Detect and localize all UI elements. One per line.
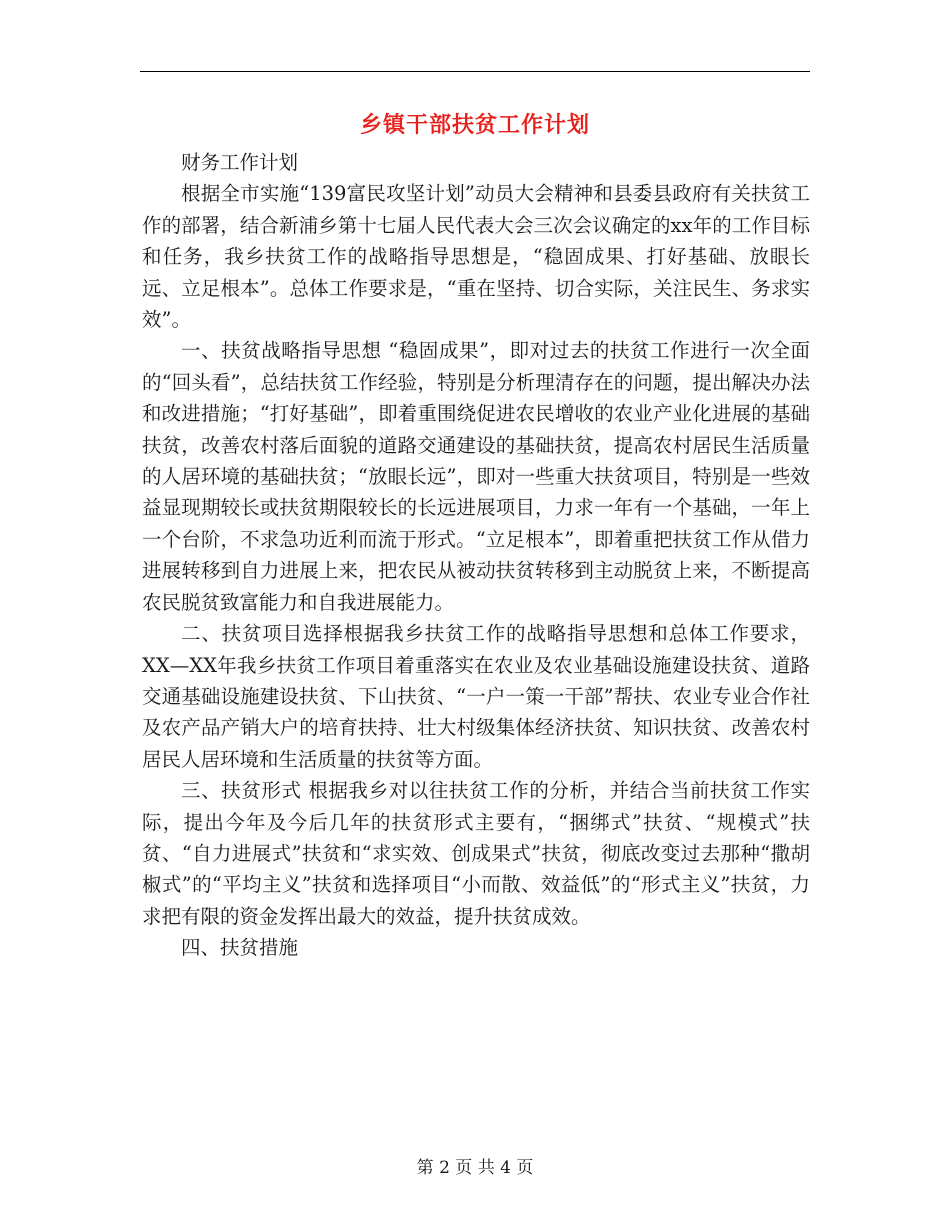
paragraph-intro: 根据全市实施“139富民攻坚计划”动员大会精神和县委县政府有关扶贫工作的部署，结合新浦乡第十七届人民代表大会三次会议确定的xx年的工作目标和任务，我乡扶贫工作的战略指导思想是，“稳固成果、打好基础、放眼长远、立足根本”。总体工作要求是，“重在坚持、切合实际，关注民生、务求实效”。 [142, 182, 810, 332]
header-rule [140, 71, 810, 72]
page-number-footer: 第 2 页 共 4 页 [416, 1158, 534, 1178]
document-body [142, 147, 810, 964]
paragraph-section-4-heading: 四、扶贫措施 [181, 936, 299, 960]
document-title: 乡镇干部扶贫工作计划 [359, 113, 590, 138]
paragraph-subtitle: 财务工作计划 [181, 151, 299, 174]
paragraph-section-2: 二、扶贫项目选择根据我乡扶贫工作的战略指导思想和总体工作要求，XX—XX年我乡扶贫工作项目着重落实在农业及农业基础设施建设扶贫、道路交通基础设施建设扶贫、下山扶贫、“一户一策一干部”帮扶、农业专业合作社及农产品产销大户的培育扶持、壮大村级集体经济扶贫、知识扶贫、改善农村居民人居环境和生活质量的扶贫等方面。 [142, 622, 810, 771]
paragraph-section-1: 一、扶贫战略指导思想 “稳固成果”，即对过去的扶贫工作进行一次全面的“回头看”，总结扶贫工作经验，特别是分析理清存在的问题，提出解决办法和改进措施；“打好基础”，即着重围绕促进农民增收的农业产业化进展的基础扶贫，改善农村落后面貌的道路交通建设的基础扶贫，提高农村居民生活质量的人居环境的基础扶贫；“放眼长远”，即对一些重大扶贫项目，特别是一些效益显现期较长或扶贫期限较长的长远进展项目，力求一年有一个基础，一年上一个台阶，不求急功近利而流于形式。“立足根本”，即着重把扶贫工作从借力进展转移到自力进展上来，把农民从被动扶贫转移到主动脱贫上来，不断提高农民脱贫致富能力和自我进展能力。 [142, 339, 810, 614]
paragraph-section-3: 三、扶贫形式 根据我乡对以往扶贫工作的分析，并结合当前扶贫工作实际，提出今年及今后几年的扶贫形式主要有，“捆绑式”扶贫、“规模式”扶贫、“自力进展式”扶贫和“求实效、创成果式”扶贫，彻底改变过去那种“撒胡椒式”的“平均主义”扶贫和选择项目“小而散、效益低”的“形式主义”扶贫，力求把有限的资金发挥出最大的效益，提升扶贫成效。 [142, 779, 810, 928]
